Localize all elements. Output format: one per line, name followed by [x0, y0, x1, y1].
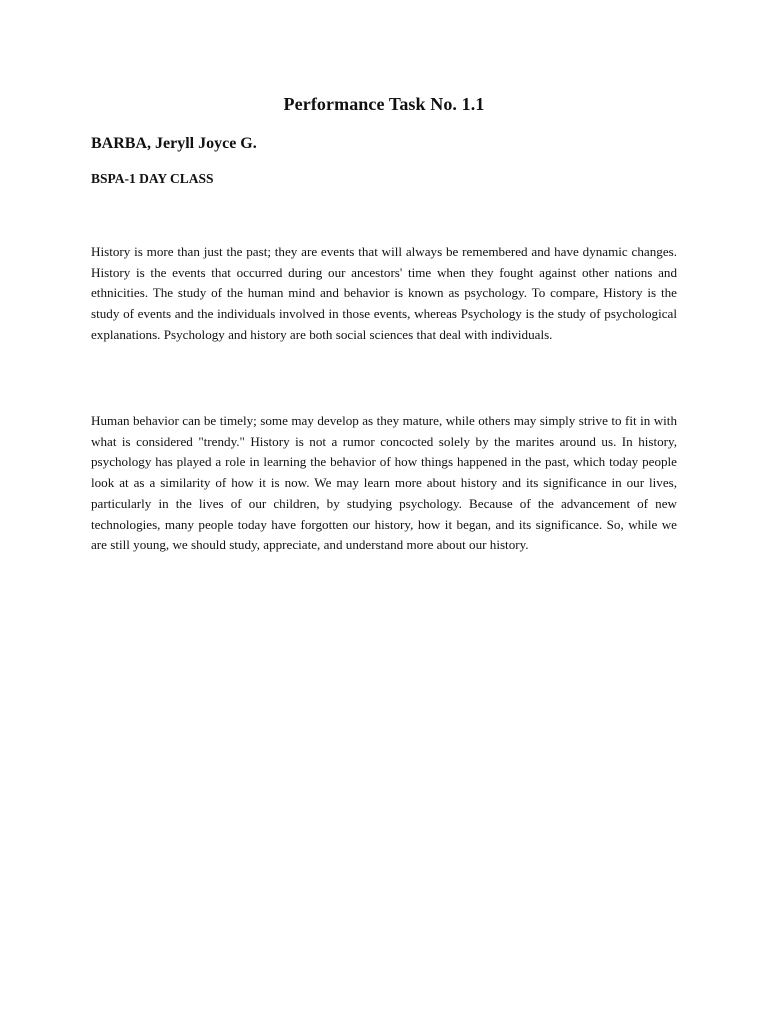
paragraph-1: History is more than just the past; they are events that will always be remembered and have dynamic changes. History is the events that occurred during our ancestors' time when they fought against other nations and ethnicities. The study of the human mind and behavior is known as psychology. To compare, History is the study of events and the individuals involved in those events, whereas Psychology is the study of psychological explanations. Psychology and history are both social sciences that deal with individuals.	[91, 244, 677, 342]
author-name: BARBA, Jeryll Joyce G.	[91, 135, 257, 152]
class-section: BSPA-1 DAY CLASS	[91, 171, 214, 186]
paragraph-2: Human behavior can be timely; some may develop as they mature, while others may simply strive to fit in with what is considered "trendy." History is not a rumor concocted solely by the marites around us. In history, psychology has played a role in learning the behavior of how things happened in the past, which today people look at as a similarity of how it is now. We may learn more about history and its significance in our lives, particularly in the lives of our children, by studying psychology. Because of the advancement of new technologies, many people today have forgotten our history, how it began, and its significance. So, while we are still young, we should study, appreciate, and understand more about our history.	[91, 413, 677, 553]
document-title: Performance Task No. 1.1	[283, 94, 485, 114]
